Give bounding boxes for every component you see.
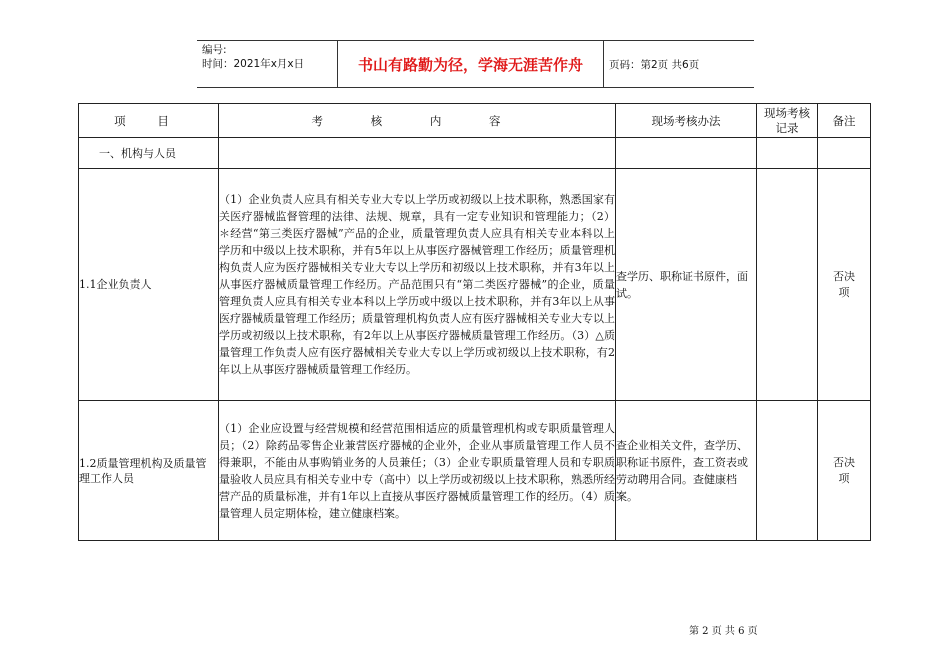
row-item: 1.1企业负责人 [79,169,219,401]
row-note: 否决项 [818,401,871,541]
header-record: 现场考核记录 [757,104,818,138]
time-text: 时间：2021年x月x日 [202,58,305,70]
header-method: 现场考核办法 [616,104,757,138]
section-empty-cell [757,138,818,169]
assessment-table [78,103,871,541]
row-record [757,401,818,541]
header-item: 项 目 [79,104,219,138]
table-row [79,169,871,401]
row-record [757,169,818,401]
table-header-row [79,104,871,138]
page-number-text: 页码：第2页 共6页 [609,58,700,71]
row-content: （1）企业应设置与经营规模和经营范围相适应的质量管理机构或专职质量管理人员；（2）除药品零售企业兼营医疗器械的企业外，企业从事质量管理工作人员不得兼职，不能由从事购销业务的人员兼任；（3）企业专职质量管理人员和专职质量验收人员应具有相关专业中专（高中）以上学历或初级以上技术职称，熟悉所经营产品的质量标准，并有1年以上直接从事医疗器械质量管理工作的经历。（4）质量管理人员定期体检，建立健康档案。 [219,401,616,541]
section-empty-cell [818,138,871,169]
row-content: （1）企业负责人应具有相关专业大专以上学历或初级以上技术职称，熟悉国家有关医疗器械监督管理的法律、法规、规章，具有一定专业知识和管理能力；（2）＊经营“第三类医疗器械”产品的企业，质量管理负责人应具有相关专业本科以上学历和中级以上技术职称，并有5年以上从事医疗器械管理工作经历；质量管理机构负责人应为医疗器械相关专业大专以上学历和初级以上技术职称，并有3年以上从事医疗器械质量管理工作经历。产品范围只有“第二类医疗器械”的企业，质量管理负责人应具有相关专业本科以上学历或中级以上技术职称，并有3年以上从事医疗器械质量管理工作经历；质量管理机构负责人应有医疗器械相关专业大专以上学历或初级以上技术职称，有2年以上从事医疗器械质量管理工作经历。（3）△质量管理工作负责人应有医疗器械相关专业大专以上学历或初级以上技术职称，有2年以上从事医疗器械质量管理工作经历。 [219,169,616,401]
motto-text: 书山有路勤为径，学海无涯苦作舟 [337,41,604,87]
page-footer: 第 2 页 共 6 页 [689,626,758,637]
row-method: 查学历、职称证书原件，面试。 [616,169,757,401]
section-title: 一、机构与人员 [79,138,219,169]
code-label: 编号: [202,44,227,56]
document-header [197,40,754,88]
section-empty-cell [219,138,616,169]
row-item: 1.2质量管理机构及质量管理工作人员 [79,401,219,541]
table-row [79,401,871,541]
section-row [79,138,871,169]
row-note: 否决项 [818,169,871,401]
header-content: 考 核 内 容 [219,104,616,138]
row-method: 查企业相关文件，查学历、职称证书原件，查工资表或劳动聘用合同。查健康档案。 [616,401,757,541]
section-empty-cell [616,138,757,169]
header-note: 备注 [818,104,871,138]
header-meta [197,41,337,87]
